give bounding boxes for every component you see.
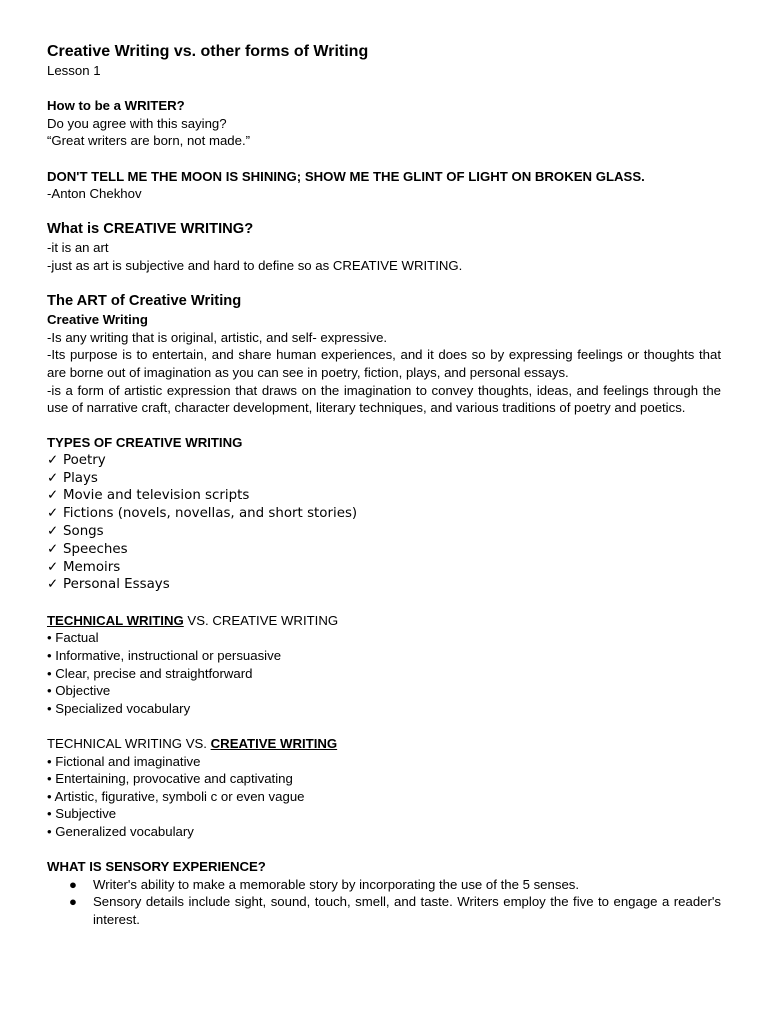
creative-heading — [47, 735, 721, 753]
list-item-label: Sensory details include sight, sound, touch, smell, and taste. Writers employ the five to engage a reader's interest. — [93, 894, 721, 927]
list-item-label: Songs — [63, 524, 104, 540]
list-item — [47, 487, 721, 505]
document-title: Creative Writing vs. other forms of Writing — [47, 43, 369, 60]
list-item-label: Personal Essays — [63, 577, 170, 593]
list-item-label: Movie and television scripts — [63, 488, 250, 504]
technical-heading-rest: VS. CREATIVE WRITING — [183, 612, 339, 628]
list-item-label: Plays — [63, 470, 98, 486]
checkmark-icon: ✓ — [47, 541, 59, 557]
writer-heading: How to be a WRITER? — [47, 98, 185, 114]
chekhov-quote: DON'T TELL ME THE MOON IS SHINING; SHOW ME THE GLINT OF LIGHT ON BROKEN GLASS. — [47, 168, 645, 184]
art-heading: The ART of Creative Writing — [47, 293, 242, 310]
checkmark-icon: ✓ — [47, 488, 59, 504]
list-item — [47, 470, 721, 488]
list-item: • Artistic, figurative, symboli c or even vague — [47, 788, 305, 804]
what-is-line: -it is an art — [47, 240, 109, 256]
list-item — [47, 523, 721, 541]
list-item-label: Speeches — [63, 541, 128, 557]
what-is-line: -just as art is subjective and hard to define so as CREATIVE WRITING. — [47, 257, 463, 273]
list-item — [47, 893, 721, 928]
list-item: • Clear, precise and straightforward — [47, 665, 253, 681]
spacer — [47, 275, 721, 293]
spacer — [47, 841, 721, 859]
spacer — [47, 80, 721, 98]
sensory-heading: WHAT IS SENSORY EXPERIENCE? — [47, 859, 266, 875]
list-item — [47, 541, 721, 559]
list-item: • Generalized vocabulary — [47, 823, 194, 839]
list-item — [47, 559, 721, 577]
list-item: • Entertaining, provocative and captivating — [47, 771, 293, 787]
spacer — [47, 150, 721, 168]
writer-question: Do you agree with this saying? — [47, 115, 227, 131]
list-item: • Specialized vocabulary — [47, 700, 191, 716]
checkmark-icon: ✓ — [47, 452, 59, 468]
list-item: • Objective — [47, 683, 111, 699]
quote-author: -Anton Chekhov — [47, 186, 142, 202]
list-item-label: Writer's ability to make a memorable story by incorporating the use of the 5 senses. — [93, 876, 580, 892]
spacer — [47, 203, 721, 221]
art-subheading: Creative Writing — [47, 312, 148, 328]
list-item: • Subjective — [47, 806, 117, 822]
sensory-list — [47, 876, 721, 929]
lesson-label: Lesson 1 — [47, 63, 101, 78]
spacer — [47, 417, 721, 435]
creative-heading-rest: TECHNICAL WRITING VS. — [47, 736, 211, 751]
technical-list — [47, 629, 721, 717]
bullet-icon: ● — [69, 876, 77, 892]
spacer — [47, 594, 721, 612]
checkmark-icon: ✓ — [47, 524, 59, 540]
list-item — [47, 876, 721, 894]
checkmark-icon: ✓ — [47, 470, 59, 486]
types-list — [47, 452, 721, 594]
bullet-icon: ● — [69, 894, 77, 910]
list-item-label: Fictions (novels, novellas, and short stories) — [63, 506, 358, 522]
list-item — [47, 576, 721, 594]
checkmark-icon: ✓ — [47, 577, 59, 593]
checkmark-icon: ✓ — [47, 506, 59, 522]
creative-list — [47, 753, 721, 841]
art-paragraph: -Its purpose is to entertain, and share human experiences, and it does so by expressing feelings or thoughts that are borne out of imagination as you can see in poetry, fiction, plays, and personal essays. — [47, 347, 721, 380]
technical-heading — [47, 612, 721, 630]
list-item — [47, 505, 721, 523]
art-paragraph: -Is any writing that is original, artistic, and self- expressive. — [47, 329, 388, 345]
art-paragraph: -is a form of artistic expression that draws on the imagination to convey thoughts, ideas, and feelings through the use of narrative craft, character development, literary techniques, and various traditions of poetry and poetics. — [47, 382, 721, 416]
what-is-heading: What is CREATIVE WRITING? — [47, 221, 254, 238]
technical-heading-emphasis: TECHNICAL WRITING — [47, 612, 184, 628]
list-item-label: Memoirs — [63, 559, 121, 575]
list-item — [47, 452, 721, 470]
document-page — [47, 42, 721, 929]
spacer — [47, 717, 721, 735]
list-item: • Informative, instructional or persuasive — [47, 648, 282, 664]
list-item-label: Poetry — [63, 452, 106, 468]
list-item: • Fictional and imaginative — [47, 753, 201, 769]
writer-saying: “Great writers are born, not made.” — [47, 133, 251, 149]
checkmark-icon: ✓ — [47, 559, 59, 575]
list-item: • Factual — [47, 630, 99, 646]
creative-heading-emphasis: CREATIVE WRITING — [210, 736, 338, 751]
types-heading: TYPES OF CREATIVE WRITING — [47, 435, 243, 451]
